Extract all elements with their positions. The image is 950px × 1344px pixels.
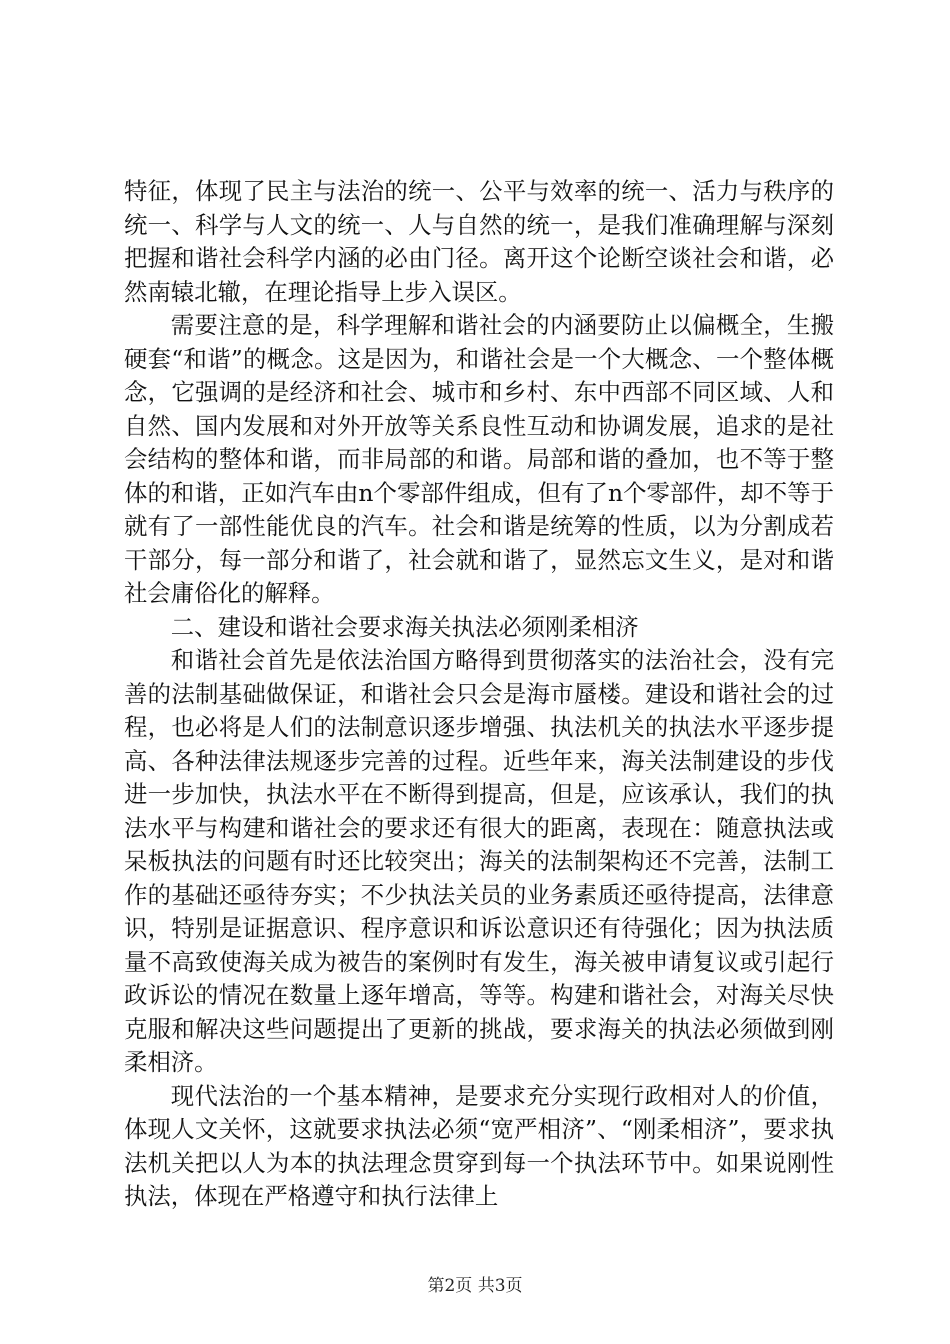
section-heading: 二、建设和谐社会要求海关执法必须刚柔相济 (170, 612, 639, 641)
paragraph-2: 需要注意的是，科学理解和谐社会的内涵要防止以偏概全，生搬硬套“和谐”的概念。这是因为，和谐社会是一个大概念、一个整体概念，它强调的是经济和社会、城市和乡村、东中西部不同区域、人和自然、国内发展和对外开放等关系良性互动和协调发展，追求的是社会结构的整体和谐，而非局部的和谐。局部和谐的叠加，也不等于整体的和谐，正如汽车由n个零部件组成，但有了n个零部件，却不等于就有了一部性能优良的汽车。社会和谐是统筹的性质，以为分割成若干部分，每一部分和谐了，社会就和谐了，显然忘文生义，是对和谐社会庸俗化的解释。 (124, 311, 834, 607)
paragraph-3: 和谐社会首先是依法治国方略得到贯彻落实的法治社会，没有完善的法制基础做保证，和谐社会只会是海市蜃楼。建设和谐社会的过程，也必将是人们的法制意识逐步增强、执法机关的执法水平逐步提高、各种法律法规逐步完善的过程。近些年来，海关法制建设的步伐进一步加快，执法水平在不断得到提高，但是，应该承认，我们的执法水平与构建和谐社会的要求还有很大的距离，表现在：随意执法或呆板执法的问题有时还比较突出；海关的法制架构还不完善，法制工作的基础还亟待夯实；不少执法关员的业务素质还亟待提高，法律意识，特别是证据意识、程序意识和诉讼意识还有待强化；因为执法质量不高致使海关成为被告的案例时有发生，海关被申请复议或引起行政诉讼的情况在数量上逐年增高，等等。构建和谐社会，对海关尽快克服和解决这些问题提出了更新的挑战，要求海关的执法必须做到刚柔相济。 (124, 646, 834, 1076)
page-number-footer: 第2页 共3页 (427, 1276, 523, 1296)
paragraph-1: 特征，体现了民主与法治的统一、公平与效率的统一、活力与秩序的统一、科学与人文的统一、人与自然的统一，是我们准确理解与深刻把握和谐社会科学内涵的必由门径。离开这个论断空谈社会和谐，必然南辕北辙，在理论指导上步入误区。 (124, 177, 834, 306)
document-body (124, 175, 834, 1214)
paragraph-4: 现代法治的一个基本精神，是要求充分实现行政相对人的价值，体现人文关怀，这就要求执法必须“宽严相济”、“刚柔相济”，要求执法机关把以人为本的执法理念贯穿到每一个执法环节中。如果说刚性执法，体现在严格遵守和执行法律上 (124, 1081, 834, 1210)
